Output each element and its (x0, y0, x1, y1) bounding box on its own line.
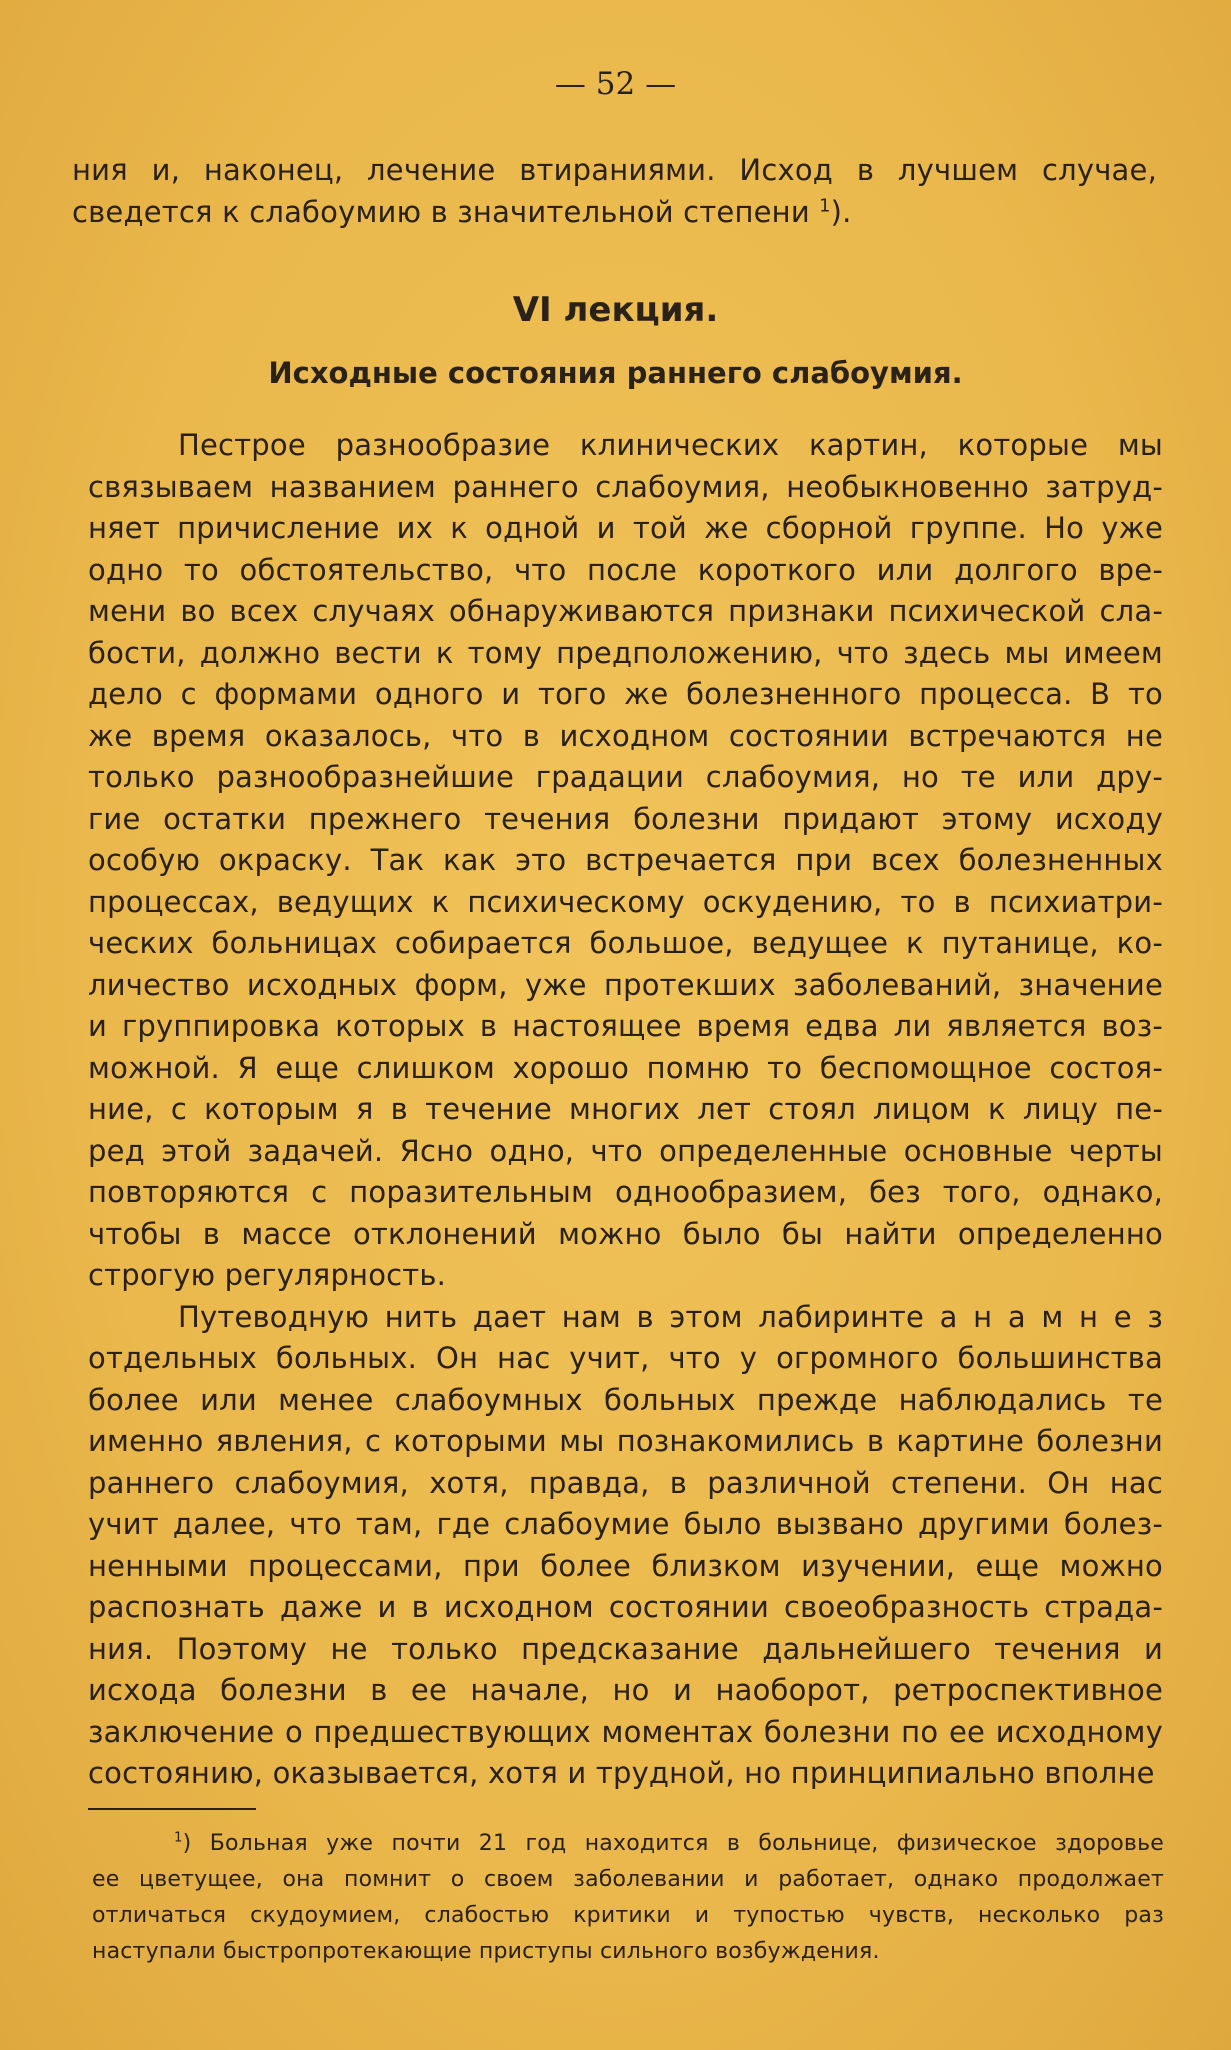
paragraph-2 (88, 1297, 1163, 1795)
text-line: ред этой задачей. Ясно одно, что определенные основные черты (88, 1133, 1163, 1168)
text-line: чтобы в массе отклонений можно было бы найти определенно (88, 1216, 1163, 1251)
text-line: ние, с которым я в течение многих лет стоял лицом к лицу пе- (88, 1092, 1163, 1126)
text-line: повторяются с поразительным однообразием, без того, однако, (88, 1175, 1163, 1209)
text-line: личество исходных форм, уже протекших заболеваний, значение (88, 967, 1163, 1002)
body-text (88, 425, 1163, 1795)
footnote-line: наступали быстропротекающие приступы сильного возбуждения. (92, 1939, 880, 1964)
text-line: дело с формами одного и того же болезненного процесса. В то (88, 677, 1163, 711)
page-number: — 52 — (554, 66, 677, 102)
text-line: Пестрое разнообразие клинических картин, которые мы (178, 428, 1163, 462)
text-line: мени во всех случаях обнаруживаются признаки психической сла- (88, 594, 1163, 628)
lecture-title: VI лекция. (512, 290, 719, 330)
text-line: бости, должно вести к тому предположению, что здесь мы имеем (88, 635, 1163, 670)
text-line: исхода болезни в ее начале, но и наоборот, ретроспективное (88, 1673, 1163, 1707)
text-line: именно явления, с которыми мы познакомились в картине болезни (88, 1424, 1163, 1458)
text-line: учит далее, что там, где слабоумие было вызвано другими болез- (88, 1507, 1163, 1541)
text-line: более или менее слабоумных больных прежде наблюдались те (88, 1382, 1163, 1417)
text-line: одно то обстоятельство, что после короткого или долгого вре- (88, 552, 1163, 587)
text-line: и группировка которых в настоящее время едва ли является воз- (88, 1009, 1163, 1043)
text-line: няет причисление их к одной и той же сборной группе. Но уже (88, 511, 1163, 545)
text-line: ненными процессами, при более близком изучении, еще можно (88, 1548, 1163, 1583)
text-line: раннего слабоумия, хотя, правда, в различной степени. Он нас (88, 1465, 1163, 1500)
text-line: можной. Я еще слишком хорошо помню то беспомощное состоя- (88, 1050, 1163, 1085)
text-line: гие остатки прежнего течения болезни придают этому исходу (88, 801, 1163, 836)
text-line: строгую регулярность. (88, 1258, 447, 1292)
footnote-reference: 1 (819, 195, 831, 216)
footnote-line-text: ) Больная уже почти 21 год находится в больнице, физическое здоровье (182, 1831, 1164, 1856)
text-line: заключение о предшествующих моментах болезни по ее исходному (88, 1714, 1163, 1749)
text-line: ния и, наконец, лечение втираниями. Исход в лучшем случае, (72, 153, 1157, 187)
text-line: распознать даже и в исходном состоянии своеобразность страда- (88, 1590, 1163, 1624)
text-line-content: сведется к слабоумию в значительной степени (72, 194, 810, 229)
text-line: особую окраску. Так как это встречается при всех болезненных (88, 843, 1163, 877)
text-line-end: ). (830, 194, 852, 229)
paragraph-1 (88, 425, 1163, 1297)
footnote-line (92, 1826, 1164, 1862)
footnote-marker: 1 (174, 1830, 183, 1846)
text-line: же время оказалось, что в исходном состоянии встречаются не (88, 718, 1163, 753)
continued-text (72, 150, 1157, 233)
text-line: Путеводную нить дает нам в этом лабиринте а н а м н е з (178, 1299, 1163, 1334)
text-line: процессах, ведущих к психическому оскудению, то в психиатри- (88, 884, 1163, 919)
footnote-divider (88, 1808, 256, 1810)
text-line: связываем названием раннего слабоумия, необыкновенно затруд- (88, 469, 1163, 504)
footnote-line: ее цветущее, она помнит о своем заболевании и работает, однако продолжает (92, 1867, 1164, 1892)
section-subtitle: Исходные состояния раннего слабоумия. (268, 356, 963, 390)
text-line: ния. Поэтому не только предсказание дальнейшего течения и (88, 1631, 1163, 1666)
text-line: отдельных больных. Он нас учит, что у огромного большинства (88, 1341, 1163, 1375)
footnote (92, 1826, 1164, 1970)
text-line: состоянию, оказывается, хотя и трудной, но принципиально вполне (88, 1756, 1155, 1790)
text-line: ческих больницах собирается большое, ведущее к путанице, ко- (88, 926, 1163, 960)
footnote-line: отличаться скудоумием, слабостью критики и тупостью чувств, несколько раз (92, 1903, 1164, 1928)
text-line: только разнообразнейшие градации слабоумия, но те или дру- (88, 760, 1163, 794)
text-line (72, 192, 852, 234)
